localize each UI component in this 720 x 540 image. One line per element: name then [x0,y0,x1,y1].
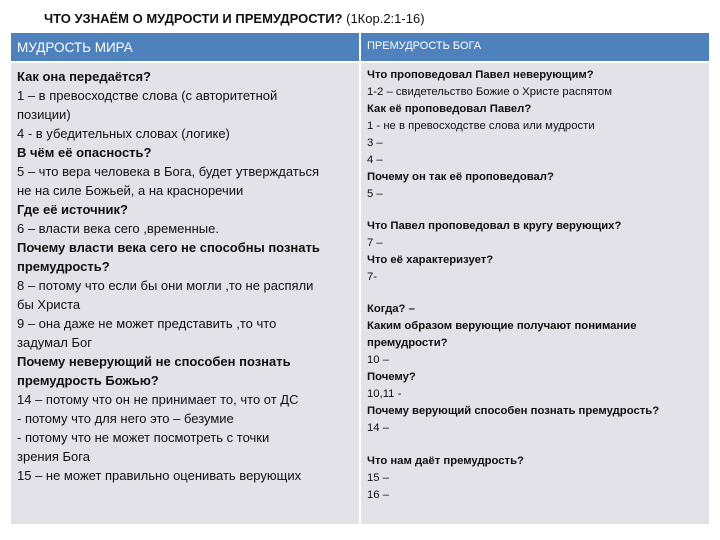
header-wisdom-of-god [361,33,709,61]
right-line: Почему он так её проповедовал? [367,171,554,183]
left-line: 1 – в превосходстве слова (с авторитетной [17,88,278,103]
left-line: не на силе Божьей, а на красноречии [17,183,244,198]
title-reference: (1Кор.2:1-16) [346,11,425,26]
slide-title [44,11,425,26]
left-column [11,63,359,524]
right-line: 1-2 – свидетельство Божие о Христе распятом [367,86,612,98]
left-line: Почему власти века сего не способны познать [17,240,320,255]
right-line: 15 – [367,472,389,484]
left-line: 4 - в убедительных словах (логике) [17,126,230,141]
left-line: 9 – она даже не может представить ,то что [17,316,277,331]
comparison-table [11,33,709,524]
right-line: Что проповедовал Павел неверующим? [367,69,594,81]
right-line: премудрости? [367,337,448,349]
right-line: 3 – [367,137,383,149]
right-line: 10 – [367,354,389,366]
left-line: Почему неверующий не способен познать [17,354,291,369]
right-column [361,63,709,524]
left-line: зрения Бога [17,449,90,464]
right-line: Когда? – [367,303,415,315]
left-line: премудрость? [17,259,110,274]
header-right-label: ПРЕМУДРОСТЬ БОГА [367,40,482,52]
left-line: - потому что для него это – безумие [17,411,234,426]
right-line: Почему верующий способен познать премудрость? [367,405,660,417]
right-line: Как её проповедовал Павел? [367,103,532,115]
right-line: Что Павел проповедовал в кругу верующих? [367,220,622,232]
left-line: 15 – не может правильно оценивать верующих [17,468,302,483]
left-line: 5 – что вера человека в Бога, будет утверждаться [17,164,320,179]
right-line: 16 – [367,489,389,501]
right-line: 4 – [367,154,383,166]
left-line: Где её источник? [17,202,128,217]
right-line: Почему? [367,371,416,383]
left-line: 6 – власти века сего ,временные. [17,221,219,236]
left-line: премудрость Божью? [17,373,159,388]
right-line: 14 – [367,422,389,434]
right-line: 5 – [367,188,383,200]
right-line: 1 - не в превосходстве слова или мудрости [367,120,595,132]
left-line: позиции) [17,107,71,122]
left-line: бы Христа [17,297,81,312]
left-line: - потому что не может посмотреть с точки [17,430,270,445]
right-line: Каким образом верующие получают понимание [367,320,637,332]
header-left-label: МУДРОСТЬ МИРА [17,40,133,55]
left-line: Как она передаётся? [17,69,151,84]
right-line: 7 – [367,237,383,249]
right-line: Что её характеризует? [367,254,494,266]
right-line: 7- [367,271,378,283]
right-line: Что нам даёт премудрость? [367,455,524,467]
left-line: 14 – потому что он не принимает то, что от ДС [17,392,299,407]
right-line: 10,11 - [367,388,402,400]
title-main: ЧТО УЗНАЁМ О МУДРОСТИ И ПРЕМУДРОСТИ? [44,11,343,26]
left-line: задумал Бог [17,335,92,350]
header-wisdom-of-world [11,33,359,61]
left-line: В чём её опасность? [17,145,152,160]
left-line: 8 – потому что если бы они могли ,то не распяли [17,278,314,293]
